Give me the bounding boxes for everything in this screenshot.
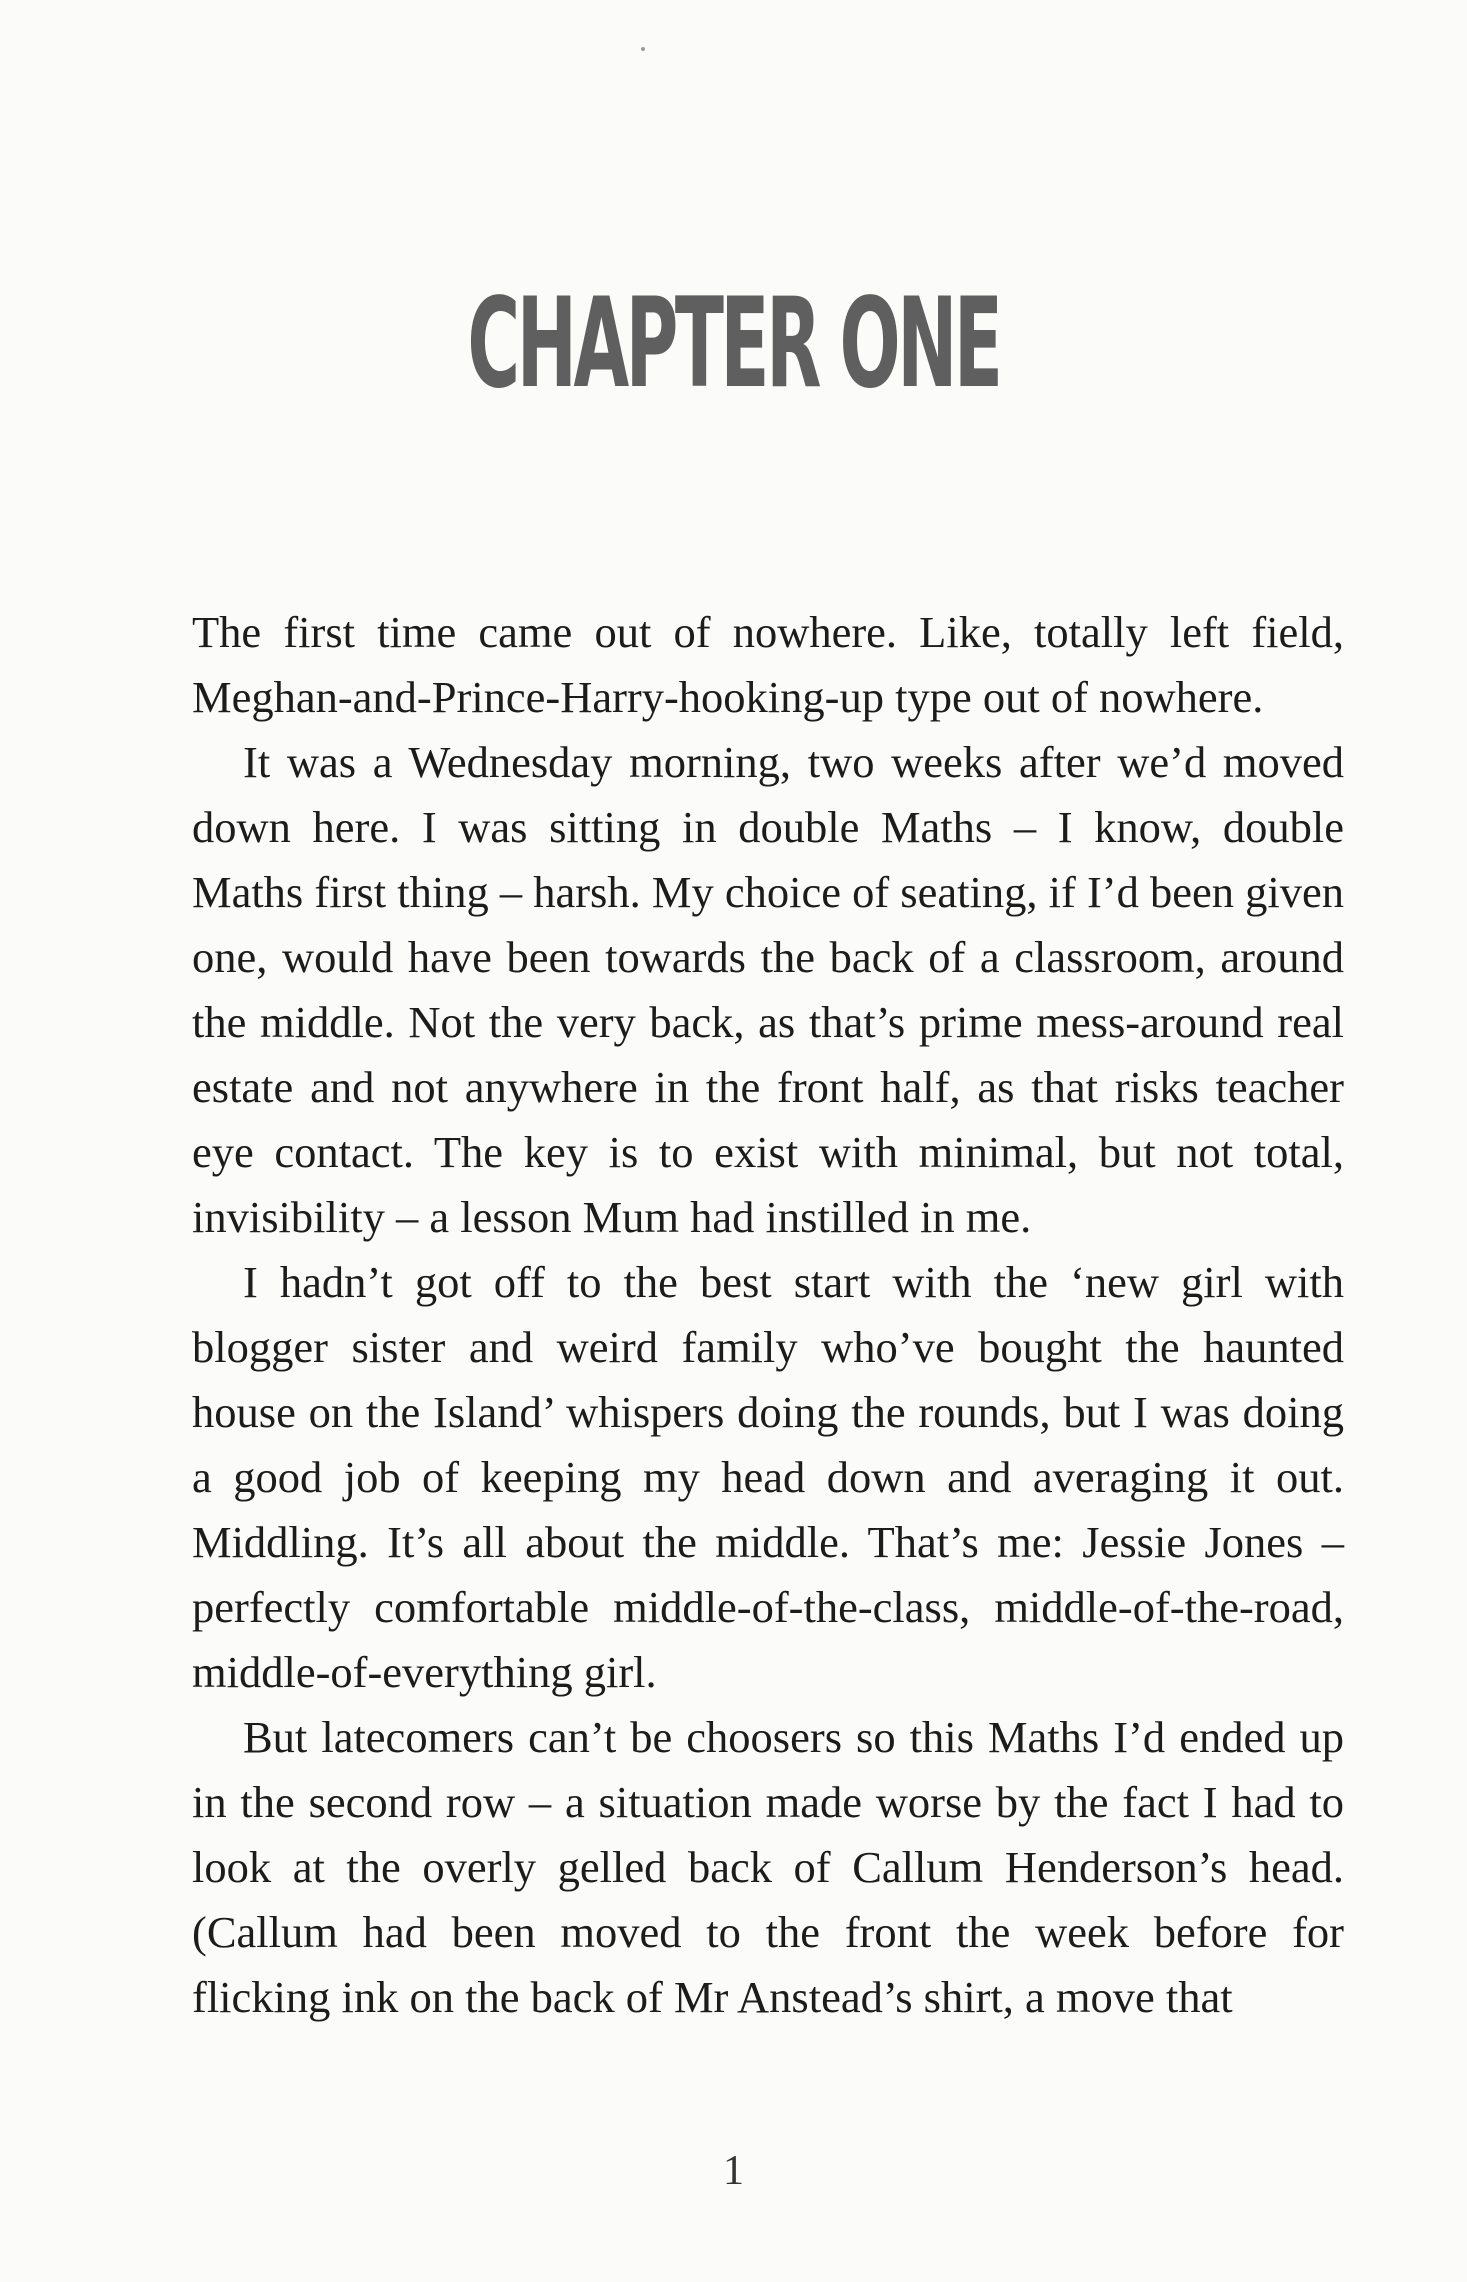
paragraph-3: I hadn’t got off to the best start with the ‘new girl with blogger sister and weird family who’ve bought the haunted house on the Island’ whispers doing the rounds, but I was doing a good job of keeping my head down and averaging it out. Middling. It’s all about the middle. That’s me: Jessie Jones – perfectly comfortable middle-of-the-class, middle-of-the-road, middle-of-everything girl.: [192, 1257, 1344, 1697]
paragraph-2: It was a Wednesday morning, two weeks after we’d moved down here. I was sitting in double Maths – I know, double Maths first thing – harsh. My choice of seating, if I’d been given one, would have been towards the back of a classroom, around the middle. Not the very back, as that’s prime mess-around real estate and not anywhere in the front half, as that risks teacher eye contact. The key is to exist with minimal, but not total, invisibility – a lesson Mum had instilled in me.: [192, 737, 1344, 1242]
paper-speck: [641, 47, 645, 51]
page-number: 1: [723, 2148, 744, 2194]
paragraph-1: The first time came out of nowhere. Like, totally left field, Meghan-and-Prince-Harry-hooking-up type out of nowhere.: [192, 607, 1344, 722]
paragraph-4: But latecomers can’t be choosers so this Maths I’d ended up in the second row – a situation made worse by the fact I had to look at the overly gelled back of Callum Henderson’s head. (Callum had been moved to the front the week before for flicking ink on the back of Mr Anstead’s shirt, a move that: [192, 1712, 1344, 2022]
body-text: [192, 600, 1344, 2030]
chapter-title: CHAPTER ONE: [467, 272, 1000, 416]
